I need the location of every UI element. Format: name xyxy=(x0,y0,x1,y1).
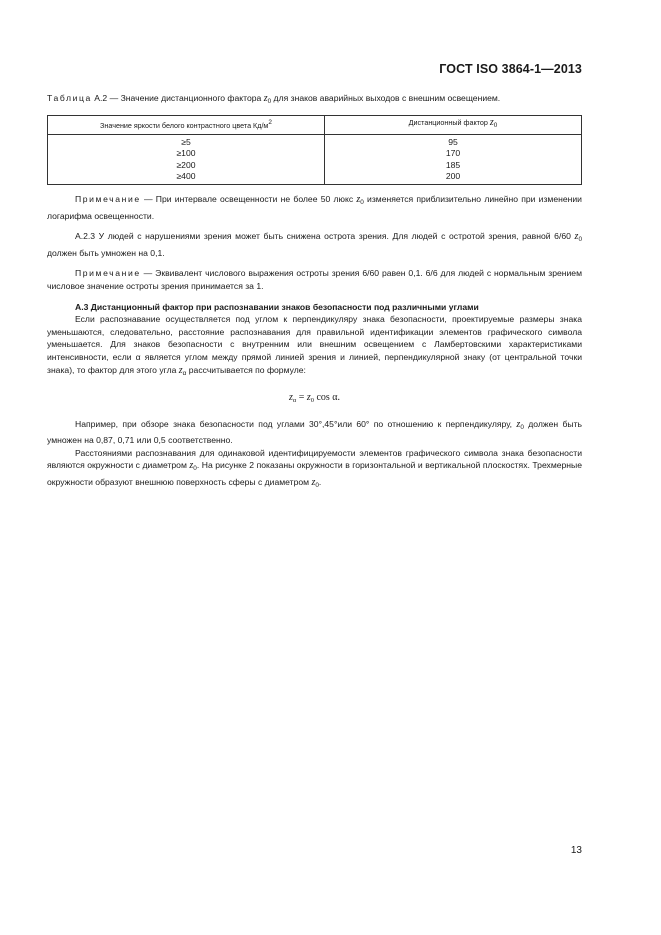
table-caption-word: Таблица xyxy=(47,93,92,103)
table-header-row xyxy=(48,115,582,134)
table-row xyxy=(48,134,582,148)
cell-brightness: ≥100 xyxy=(48,148,325,160)
table-row xyxy=(48,160,582,172)
cell-brightness: ≥400 xyxy=(48,171,325,184)
col-header-factor: Дистанционный фактор z0 xyxy=(325,115,582,134)
note-visual-acuity: Примечание — Эквивалент числового выражения остроты зрения 6/60 равен 0,1. 6/6 для людей с нормальным зрением числовое значение остроты зрения принимается за 1. xyxy=(47,268,582,291)
paragraph-a3-intro: Если распознавание осуществляется под углом к перпендикуляру знака безопасности, проектируемые размеры знака уменьшаются, следовательно, расстояние распознавания для правильной идентификации элементов графического символа уменьшается. Для знаков безопасности с внутренним или внешним освещением с Ламбертовскими характеристиками интенсивности, если α является углом между прямой линией зрения и линией, перпендикулярной знаку (от центральной точки знака), то фактор для этого угла $z_\alpha$ рассчитывается по формуле: xyxy=(47,314,582,377)
table-caption-var: z xyxy=(263,93,268,104)
cell-factor: 185 xyxy=(325,160,582,172)
distance-factor-table xyxy=(47,115,582,185)
cell-brightness: ≥200 xyxy=(48,160,325,172)
page-content xyxy=(47,92,582,493)
note-illumination: Примечание — При интервале освещенности не более 50 люкс $z_0$ изменяется приблизительно линейно при изменении логарифма освещенности. xyxy=(47,193,582,221)
cell-factor: 170 xyxy=(325,148,582,160)
paragraph-a3-example: Например, при обзоре знака безопасности под углами 30°,45°или 60° по отношению к перпендикуляру, $z_0$ должен быть умножен на 0,87, 0,71 или 0,5 соответственно. xyxy=(47,418,582,446)
table-caption xyxy=(47,92,582,109)
table-caption-post: для знаков аварийных выходов с внешним освещением. xyxy=(271,93,501,103)
section-heading-a3: А.3 Дистанционный фактор при распознавании знаков безопасности под различными углами xyxy=(75,301,479,312)
table-row xyxy=(48,171,582,184)
table-row xyxy=(48,148,582,160)
cell-factor: 200 xyxy=(325,171,582,184)
paragraph-a23: А.2.3 У людей с нарушениями зрения может быть снижена острота зрения. Для людей с остротой зрения, равной 6/60 $z_0$ должен быть умножен на 0,1. xyxy=(47,231,582,258)
note-label: Примечание xyxy=(75,268,141,279)
table-caption-pre: — Значение дистанционного фактора xyxy=(107,93,264,103)
document-number: ГОСТ ISO 3864-1—2013 xyxy=(439,62,582,76)
page-number: 13 xyxy=(570,845,582,856)
note-label: Примечание xyxy=(75,193,141,204)
table-caption-number: А.2 xyxy=(94,93,108,103)
col-header-brightness: Значение яркости белого контрастного цвета Кд/м2 xyxy=(48,115,325,134)
cell-factor: 95 xyxy=(325,134,582,148)
cell-brightness: ≥5 xyxy=(48,134,325,148)
paragraph-a3-circles: Расстояниями распознавания для одинаковой идентифицируемости элементов графического символа знака безопасности являются окружности с диаметром $z_0$. На рисунке 2 показаны окружности в горизонтальной и вертикальной плоскостях. Трехмерные окружности образуют внешнюю поверхность сферы с диаметром $z_0$. xyxy=(47,447,583,490)
formula-z-alpha: $z_\alpha = z_0$ cos α. xyxy=(288,392,341,405)
table-caption-sub: 0 xyxy=(267,98,272,105)
